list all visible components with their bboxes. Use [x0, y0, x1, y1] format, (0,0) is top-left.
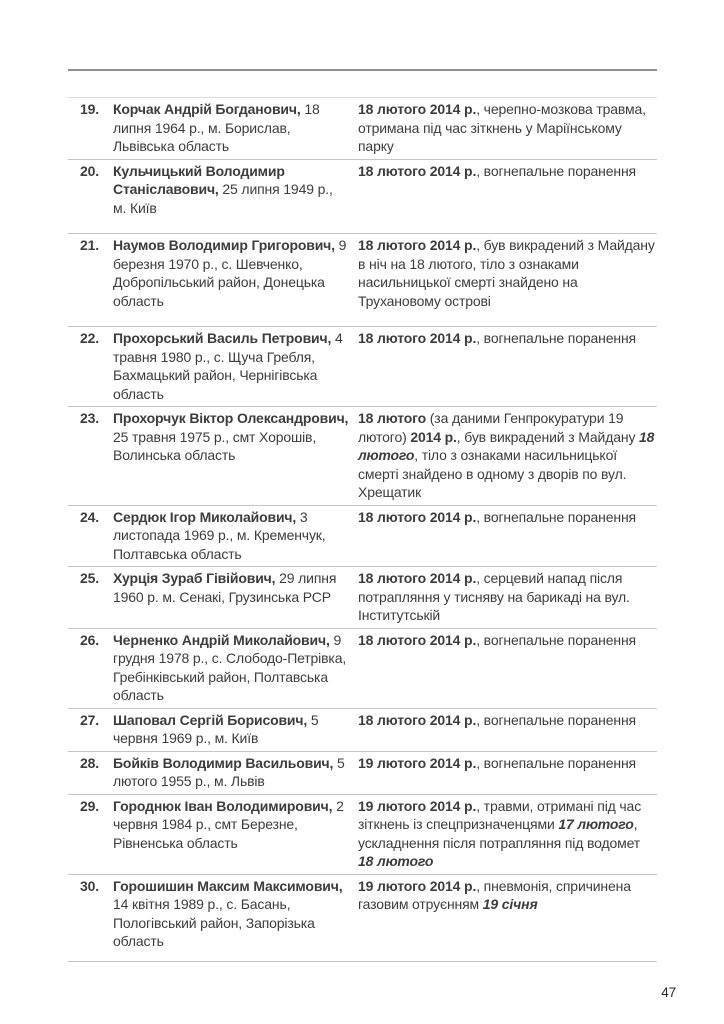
table-row	[68, 407, 657, 506]
row-number: 20.	[80, 162, 100, 179]
victims-table	[68, 97, 657, 962]
row-number: 19.	[80, 101, 100, 117]
text-segment: , вогнепальне поранення	[476, 754, 636, 771]
text-segment: 18 лютого 2014 р.	[358, 631, 477, 648]
text-segment: , вогнепальне поранення	[476, 330, 636, 346]
table-row	[68, 160, 657, 235]
text-segment: 18 лютого 2014 р.	[358, 162, 477, 179]
text-segment: 18 липня 1964 р., м. Борислав, Львівська область	[113, 101, 320, 154]
text-segment: Корчак Андрій Богданович,	[113, 101, 301, 117]
victim-info	[113, 508, 355, 564]
row-number: 26.	[80, 631, 100, 648]
row-number: 29.	[80, 797, 100, 814]
text-segment: Прохорський Василь Петрович,	[113, 330, 332, 346]
table-row	[68, 234, 657, 327]
text-segment: , вогнепальне поранення	[476, 631, 636, 648]
text-segment: 18 лютого 2014 р.	[358, 570, 477, 586]
death-info	[355, 754, 657, 791]
text-segment: , вогнепальне поранення	[476, 508, 636, 525]
text-segment: Черненко Андрій Миколайович,	[113, 631, 330, 648]
row-number: 21.	[80, 237, 100, 253]
victim-info	[113, 569, 355, 625]
text-segment: 9 грудня 1978 р., с. Слободо-Петрівка, Гребінківський район, Полтавська область	[113, 631, 347, 703]
text-segment: , тіло з ознаками насильницької смерті знайдено в одному з дворів по вул. Хрещатик	[358, 447, 627, 500]
table-row	[68, 567, 657, 629]
text-segment: 29 липня 1960 р. м. Сенакі, Грузинська РСР	[113, 570, 337, 605]
text-segment: 18 лютого 2014 р.	[358, 711, 477, 728]
death-info	[355, 631, 657, 705]
victim-info	[113, 877, 355, 951]
text-segment: 18 лютого 2014 р.	[358, 101, 477, 117]
text-segment: 25 травня 1975 р., смт Хорошів, Волинська область	[113, 428, 317, 463]
table-row	[68, 629, 657, 709]
death-info	[355, 569, 657, 625]
text-segment: 18 лютого 2014 р.	[358, 237, 477, 253]
text-segment: Бойків Володимир Васильович,	[113, 754, 334, 771]
text-segment: 2014 р.	[410, 428, 457, 445]
table-row	[68, 98, 657, 160]
death-info	[355, 877, 657, 951]
row-number: 25.	[80, 570, 100, 586]
text-segment: (за даними Генпрокуратури 19 лютого)	[358, 410, 624, 445]
page-number: 47	[661, 985, 676, 1000]
text-segment: 2 червня 1984 р., смт Березне, Рівненська область	[113, 797, 344, 851]
row-number: 30.	[80, 877, 100, 894]
victim-info	[113, 329, 355, 403]
text-segment: 18 лютого	[358, 410, 427, 426]
text-segment: 9 березня 1970 р., с. Шевченко, Добропільський район, Донецька область	[113, 237, 347, 309]
table-row	[68, 709, 657, 752]
row-number: 27.	[80, 711, 100, 728]
victim-info	[113, 409, 355, 502]
death-info	[355, 409, 657, 502]
text-segment: 17 лютого	[558, 816, 634, 832]
text-segment: 3 листопада 1969 р., м. Кременчук, Полтавська область	[113, 508, 326, 562]
text-segment: Городнюк Іван Володимирович,	[113, 797, 333, 814]
text-segment: Прохорчук Віктор Олександрович,	[113, 410, 349, 426]
text-segment: 18 лютого	[358, 853, 434, 869]
text-segment: , ускладнення після потрапляння під водомет	[358, 816, 641, 851]
text-segment: 18 лютого 2014 р.	[358, 330, 477, 346]
victim-info	[113, 754, 355, 791]
text-segment: 5 червня 1969 р., м. Київ	[113, 711, 319, 746]
text-segment: , був викрадений з Майдану	[456, 428, 640, 445]
text-segment: 14 квітня 1989 р., с. Басань, Пологівський район, Запорізька область	[113, 896, 315, 949]
table-row	[68, 506, 657, 568]
top-divider-line	[68, 69, 657, 71]
text-segment: 19 січня	[482, 896, 538, 912]
text-segment: 19 лютого 2014 р.	[358, 754, 477, 771]
text-segment: , вогнепальне поранення	[476, 162, 636, 179]
text-segment: , серцевий напад після потрапляння у тисняву на барикаді на вул. Інститутській	[358, 570, 630, 623]
row-number: 22.	[80, 330, 100, 346]
victim-info	[113, 236, 355, 310]
victim-info	[113, 631, 355, 705]
death-info	[355, 100, 657, 156]
row-number: 24.	[80, 508, 100, 525]
text-segment: 5 лютого 1955 р., м. Львів	[113, 754, 345, 789]
text-segment: , травми, отримані під час зіткнень із спецпризначенцями	[358, 797, 642, 832]
row-number: 28.	[80, 754, 100, 771]
text-segment: 18 лютого 2014 р.	[358, 508, 477, 525]
victim-info	[113, 162, 355, 218]
text-segment: 19 лютого 2014 р.	[358, 797, 477, 814]
table-row	[68, 795, 657, 875]
text-segment: , черепно-мозкова травма, отримана під час зіткнень у Маріїнському парку	[358, 101, 646, 154]
death-info	[355, 329, 657, 403]
text-segment: 19 лютого 2014 р.	[358, 877, 477, 894]
victim-info	[113, 711, 355, 748]
victim-info	[113, 797, 355, 871]
text-segment: Кульчицький Володимир Станіславович,	[113, 162, 285, 197]
text-segment: Сердюк Ігор Миколайович,	[113, 508, 297, 525]
table-row	[68, 327, 657, 407]
text-segment: Наумов Володимир Григорович,	[113, 237, 335, 253]
text-segment: 18 лютого	[358, 428, 655, 463]
death-info	[355, 236, 657, 310]
text-segment: 4 травня 1980 р., с. Щуча Гребля, Бахмацький район, Чернігівська область	[113, 330, 343, 402]
death-info	[355, 711, 657, 748]
text-segment: , вогнепальне поранення	[476, 711, 636, 728]
text-segment: Шаповал Сергій Борисович,	[113, 711, 308, 728]
text-segment: , був викрадений з Майдану в ніч на 18 лютого, тіло з ознаками насильницької смерті знайдено на Трухановому острові	[358, 237, 655, 309]
text-segment: Горошишин Максим Максимович,	[113, 877, 343, 894]
table-row	[68, 752, 657, 795]
table-row	[68, 875, 657, 962]
victim-info	[113, 100, 355, 156]
text-segment: , пневмонія, спричинена газовим отруєнням	[358, 877, 631, 912]
text-segment: 25 липня 1949 р., м. Київ	[113, 181, 333, 216]
text-segment: Хурція Зураб Гівійович,	[113, 570, 276, 586]
row-number: 23.	[80, 410, 100, 426]
death-info	[355, 508, 657, 564]
death-info	[355, 797, 657, 871]
death-info	[355, 162, 657, 218]
